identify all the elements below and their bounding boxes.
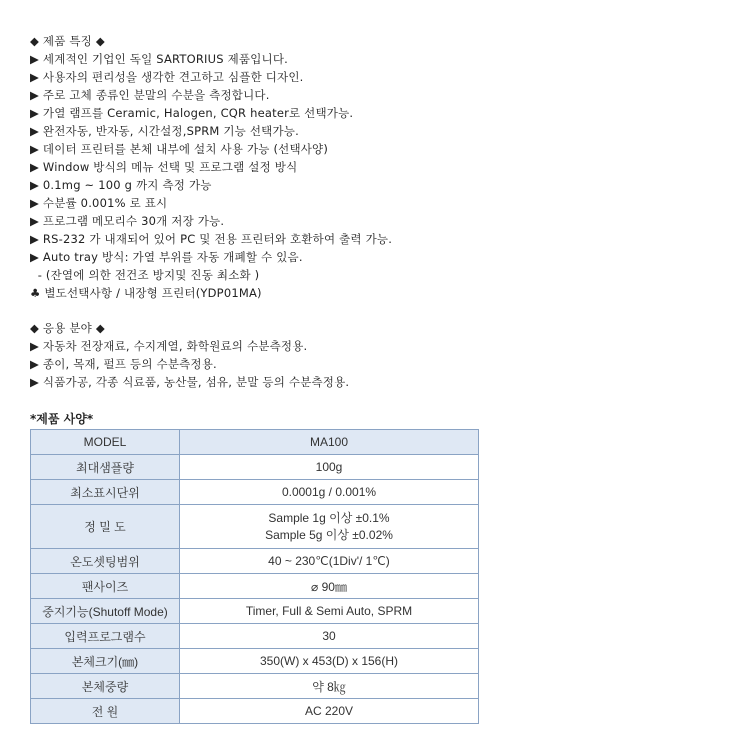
spec-value: Timer, Full & Semi Auto, SPRM <box>180 599 479 624</box>
application-item: ▶ 식품가공, 각종 식료품, 농산물, 섬유, 분말 등의 수분측정용. <box>30 375 350 389</box>
features-section <box>30 32 392 302</box>
spec-value <box>180 505 479 549</box>
spec-value: ⌀ 90㎜ <box>180 574 479 599</box>
spec-row <box>31 480 479 505</box>
spec-value: 100g <box>180 455 479 480</box>
feature-item: ▶ Auto tray 방식: 가열 부위를 자동 개폐할 수 있음. <box>30 250 303 264</box>
spec-header-value: MA100 <box>180 430 479 455</box>
feature-sub-item: - (잔열에 의한 전건조 방지및 진동 최소화 ) <box>30 268 260 282</box>
feature-item: ▶ 0.1mg ~ 100 g 까지 측정 가능 <box>30 178 212 192</box>
spec-value: 30 <box>180 624 479 649</box>
feature-item: ▶ 프로그램 메모리수 30개 저장 가능. <box>30 214 225 228</box>
spec-key: 팬사이즈 <box>31 574 180 599</box>
feature-item: ▶ Window 방식의 메뉴 선택 및 프로그램 설정 방식 <box>30 160 298 174</box>
spec-value: 40 ~ 230℃(1Div'/ 1℃) <box>180 549 479 574</box>
feature-item: ▶ 수분률 0.001% 로 표시 <box>30 196 168 210</box>
feature-item: ▶ 완전자동, 반자동, 시간설정,SPRM 기능 선택가능. <box>30 124 299 138</box>
feature-item: ▶ RS-232 가 내재되어 있어 PC 및 전용 프린터와 호환하여 출력 가능. <box>30 232 393 246</box>
application-item: ▶ 종이, 목재, 펄프 등의 수분측정용. <box>30 357 217 371</box>
spec-row <box>31 505 479 549</box>
spec-row <box>31 599 479 624</box>
spec-row <box>31 549 479 574</box>
feature-item: ▶ 주로 고체 종류인 분말의 수분을 측정합니다. <box>30 88 270 102</box>
spec-value: 350(W) x 453(D) x 156(H) <box>180 649 479 674</box>
spec-key: 본체중량 <box>31 674 180 699</box>
spec-value-line: Sample 1g 이상 ±0.1% <box>268 510 390 525</box>
spec-header-row <box>31 430 479 455</box>
spec-key: 중지기능(Shutoff Mode) <box>31 599 180 624</box>
spec-key: 온도셋팅범위 <box>31 549 180 574</box>
features-heading: ◆ 제품 특징 ◆ <box>30 34 105 48</box>
application-item: ▶ 자동차 전장재료, 수지계열, 화학원료의 수분측정용. <box>30 339 308 353</box>
spec-row <box>31 624 479 649</box>
spec-key: 전 원 <box>31 699 180 724</box>
spec-row <box>31 699 479 724</box>
optional-item: ♣ 별도선택사항 / 내장형 프린터(YDP01MA) <box>30 286 262 300</box>
spec-title: *제품 사양* <box>30 412 94 426</box>
spec-row <box>31 574 479 599</box>
spec-value: 0.0001g / 0.001% <box>180 480 479 505</box>
spec-key: 최대샘플량 <box>31 455 180 480</box>
applications-heading: ◆ 응용 분야 ◆ <box>30 321 105 335</box>
spec-header-key: MODEL <box>31 430 180 455</box>
feature-item: ▶ 가열 램프를 Ceramic, Halogen, CQR heater로 선택가능. <box>30 106 354 120</box>
spec-value-line: Sample 5g 이상 ±0.02% <box>265 527 393 542</box>
feature-item: ▶ 사용자의 편리성을 생각한 견고하고 심플한 디자인. <box>30 70 304 84</box>
spec-table <box>30 429 479 724</box>
spec-key: 정 밀 도 <box>31 505 180 549</box>
feature-item: ▶ 세계적인 기업인 독일 SARTORIUS 제품입니다. <box>30 52 289 66</box>
spec-value: AC 220V <box>180 699 479 724</box>
feature-item: ▶ 데이터 프린터를 본체 내부에 설치 사용 가능 (선택사양) <box>30 142 329 156</box>
applications-section <box>30 319 349 391</box>
spec-row <box>31 674 479 699</box>
spec-row <box>31 649 479 674</box>
spec-value: 약 8㎏ <box>180 674 479 699</box>
spec-key: 최소표시단위 <box>31 480 180 505</box>
spec-key: 본체크기(㎜) <box>31 649 180 674</box>
spec-key: 입력프로그램수 <box>31 624 180 649</box>
spec-row <box>31 455 479 480</box>
